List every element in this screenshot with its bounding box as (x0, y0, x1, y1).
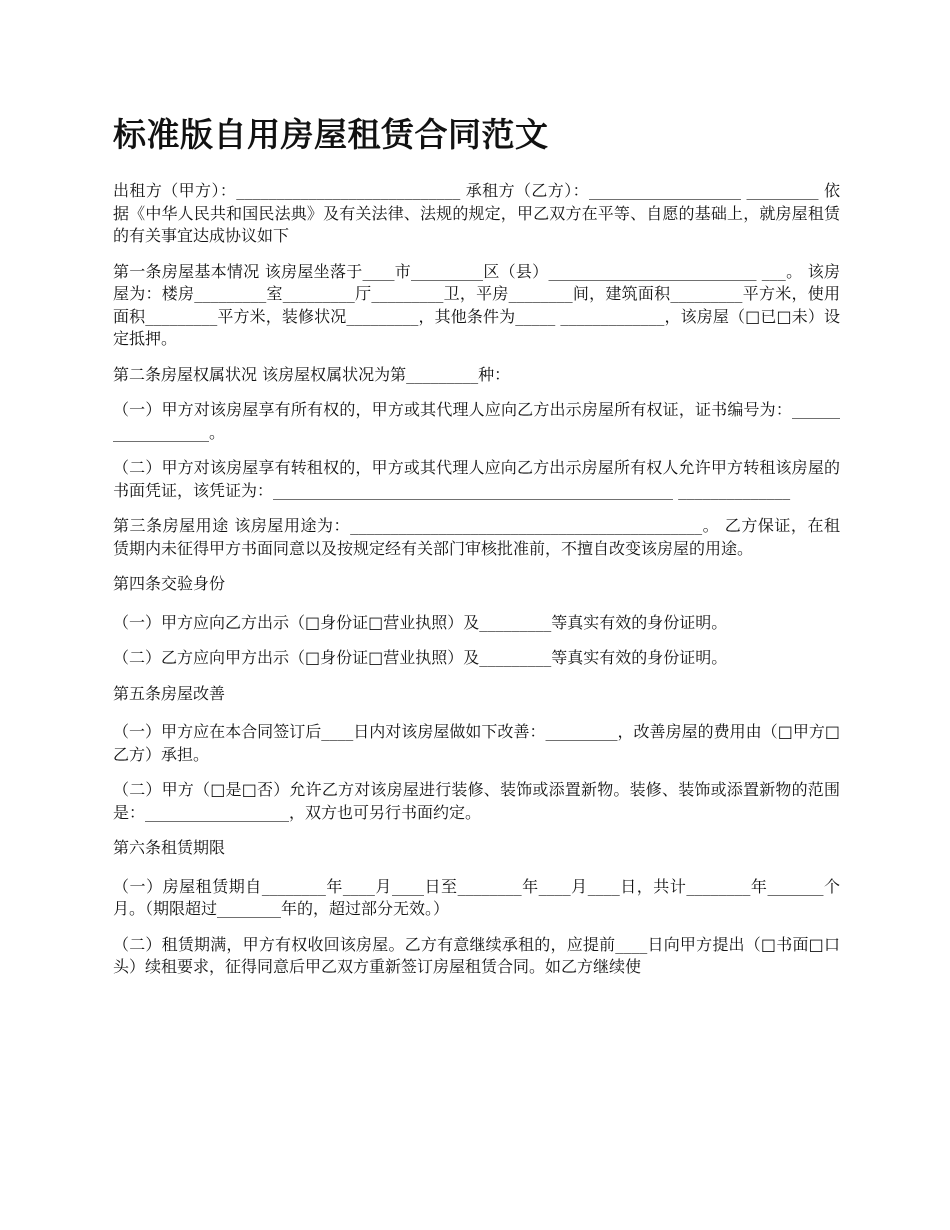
document-title: 标准版自用房屋租赁合同范文 (113, 115, 549, 154)
document-page (113, 110, 840, 992)
article-6-heading: 第六条租赁期限 (113, 838, 226, 857)
article-5-clause-2: （二）甲方（□是□否）允许乙方对该房屋进行装修、装饰或添置新物。装修、装饰或添置新物的范围是：__________________，双方也可另行书面约定。 (113, 780, 840, 822)
article-4-heading: 第四条交验身份 (113, 574, 226, 593)
article-1-paragraph: 第一条房屋基本情况 该房屋坐落于____市_________区（县）__________________________ ___。 该房屋为：楼房_________室_________厅_________卫，平房________间，建筑面积_________平方米，使用面积_________平方米，装修状况_________，其他条件为_____ _____________，该房屋（□已□未）设定抵押。 (113, 261, 840, 348)
article-4-clause-2: （二）乙方应向甲方出示（□身份证□营业执照）及_________等真实有效的身份证明。 (113, 648, 728, 667)
article-6-clause-2: （二）租赁期满，甲方有权收回该房屋。乙方有意继续承租的，应提前____日向甲方提出（□书面□口头）续租要求，征得同意后甲乙双方重新签订房屋租赁合同。如乙方继续使 (113, 934, 840, 976)
article-2-heading: 第二条房屋权属状况 该房屋权属状况为第_________种： (113, 364, 511, 384)
article-6-clause-1: （一）房屋租赁期自________年____月____日至________年____月____日，共计________年_______个月。（期限超过________年的，超过部分无效。） (113, 876, 840, 918)
article-2-clause-2: （二）甲方对该房屋享有转租权的，甲方或其代理人应向乙方出示房屋所有权人允许甲方转租该房屋的书面凭证，该凭证为：__________________________________________________ ______________ (113, 458, 840, 500)
article-3-paragraph: 第三条房屋用途 该房屋用途为：____________________________________________。 乙方保证，在租赁期内未征得甲方书面同意以及按规定经有关部门审核批准前，不擅自改变该房屋的用途。 (113, 516, 840, 558)
article-4-clause-1: （一）甲方应向乙方出示（□身份证□营业执照）及_________等真实有效的身份证明。 (113, 612, 728, 632)
preamble-paragraph: 出租方（甲方）：____________________________ 承租方（乙方）：___________________ _________ 依据《中华人民共和国民法典》及有关法律、法规的规定，甲乙双方在平等、自愿的基础上，就房屋租赁的有关事宜达成协议如下 (113, 181, 840, 245)
article-2-clause-1: （一）甲方对该房屋享有所有权的，甲方或其代理人应向乙方出示房屋所有权证，证书编号为：__________________。 (113, 400, 840, 442)
article-5-clause-1: （一）甲方应在本合同签订后____日内对该房屋做如下改善：_________，改善房屋的费用由（□甲方□乙方）承担。 (113, 722, 840, 764)
article-5-heading: 第五条房屋改善 (113, 683, 226, 703)
